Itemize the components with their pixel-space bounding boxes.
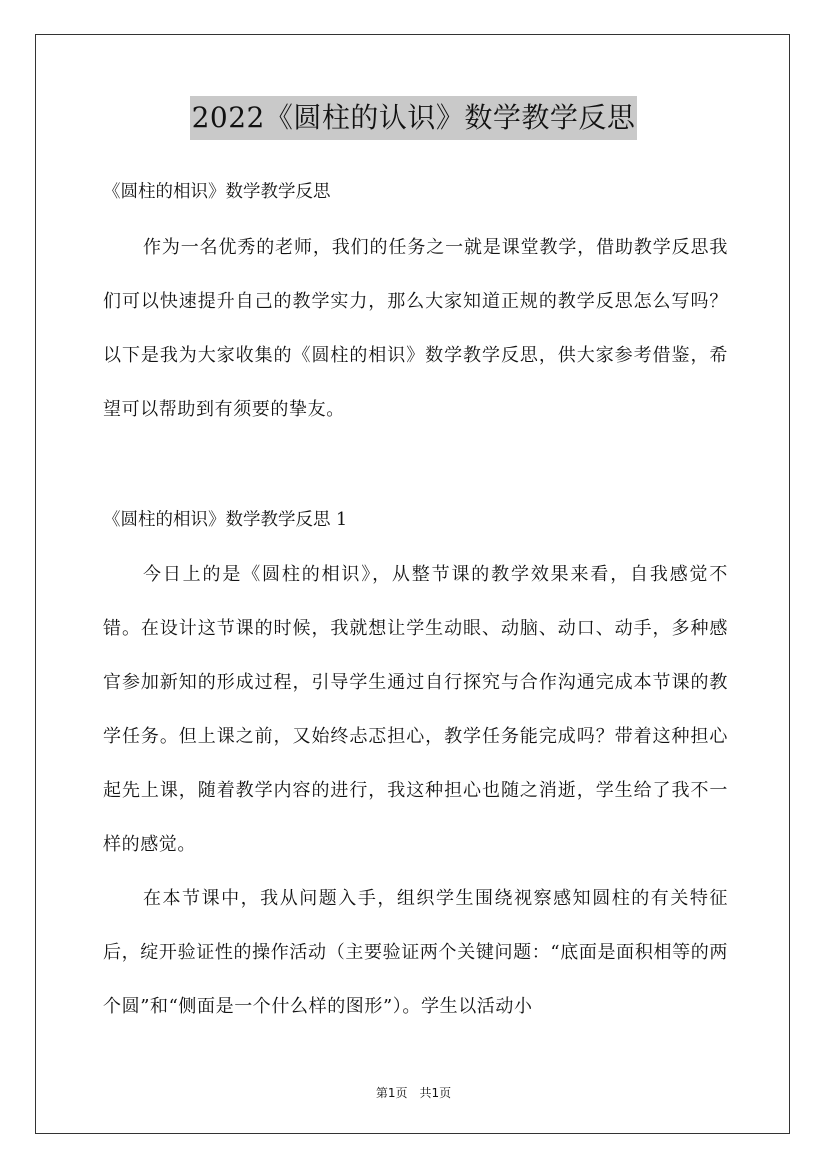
page-footer: 第1页 共1页 bbox=[375, 1086, 452, 1100]
title-container bbox=[0, 96, 827, 140]
document-title: 2022《圆柱的认识》数学教学反思 bbox=[190, 96, 638, 140]
section1-body bbox=[103, 548, 728, 1034]
intro-paragraph: 作为一名优秀的老师，我们的任务之一就是课堂教学，借助教学反思我们可以快速提升自己的教学实力，那么大家知道正规的教学反思怎么写吗？以下是我为大家收集的《圆柱的相识》数学教学反思，供大家参考借鉴，希望可以帮助到有须要的挚友。 bbox=[103, 237, 728, 420]
section1-heading-wrap bbox=[103, 508, 728, 532]
intro-section bbox=[103, 180, 728, 204]
intro-body bbox=[103, 221, 728, 437]
section1-heading: 《圆柱的相识》数学教学反思 1 bbox=[103, 510, 348, 530]
section1-paragraph-1: 今日上的是《圆柱的相识》，从整节课的教学效果来看，自我感觉不错。在设计这节课的时候，我就想让学生动眼、动脑、动口、动手，多种感官参加新知的形成过程，引导学生通过自行探究与合作沟通完成本节课的教学任务。但上课之前，又始终忐忑担心，教学任务能完成吗？带着这种担心起先上课，随着教学内容的进行，我这种担心也随之消逝，学生给了我不一样的感觉。 bbox=[103, 564, 728, 855]
section1-paragraph-2: 在本节课中，我从问题入手，组织学生围绕视察感知圆柱的有关特征后，绽开验证性的操作活动（主要验证两个关键问题：“底面是面积相等的两个圆”和“侧面是一个什么样的图形”）。学生以活动小 bbox=[103, 888, 728, 1017]
intro-heading: 《圆柱的相识》数学教学反思 bbox=[103, 182, 331, 202]
